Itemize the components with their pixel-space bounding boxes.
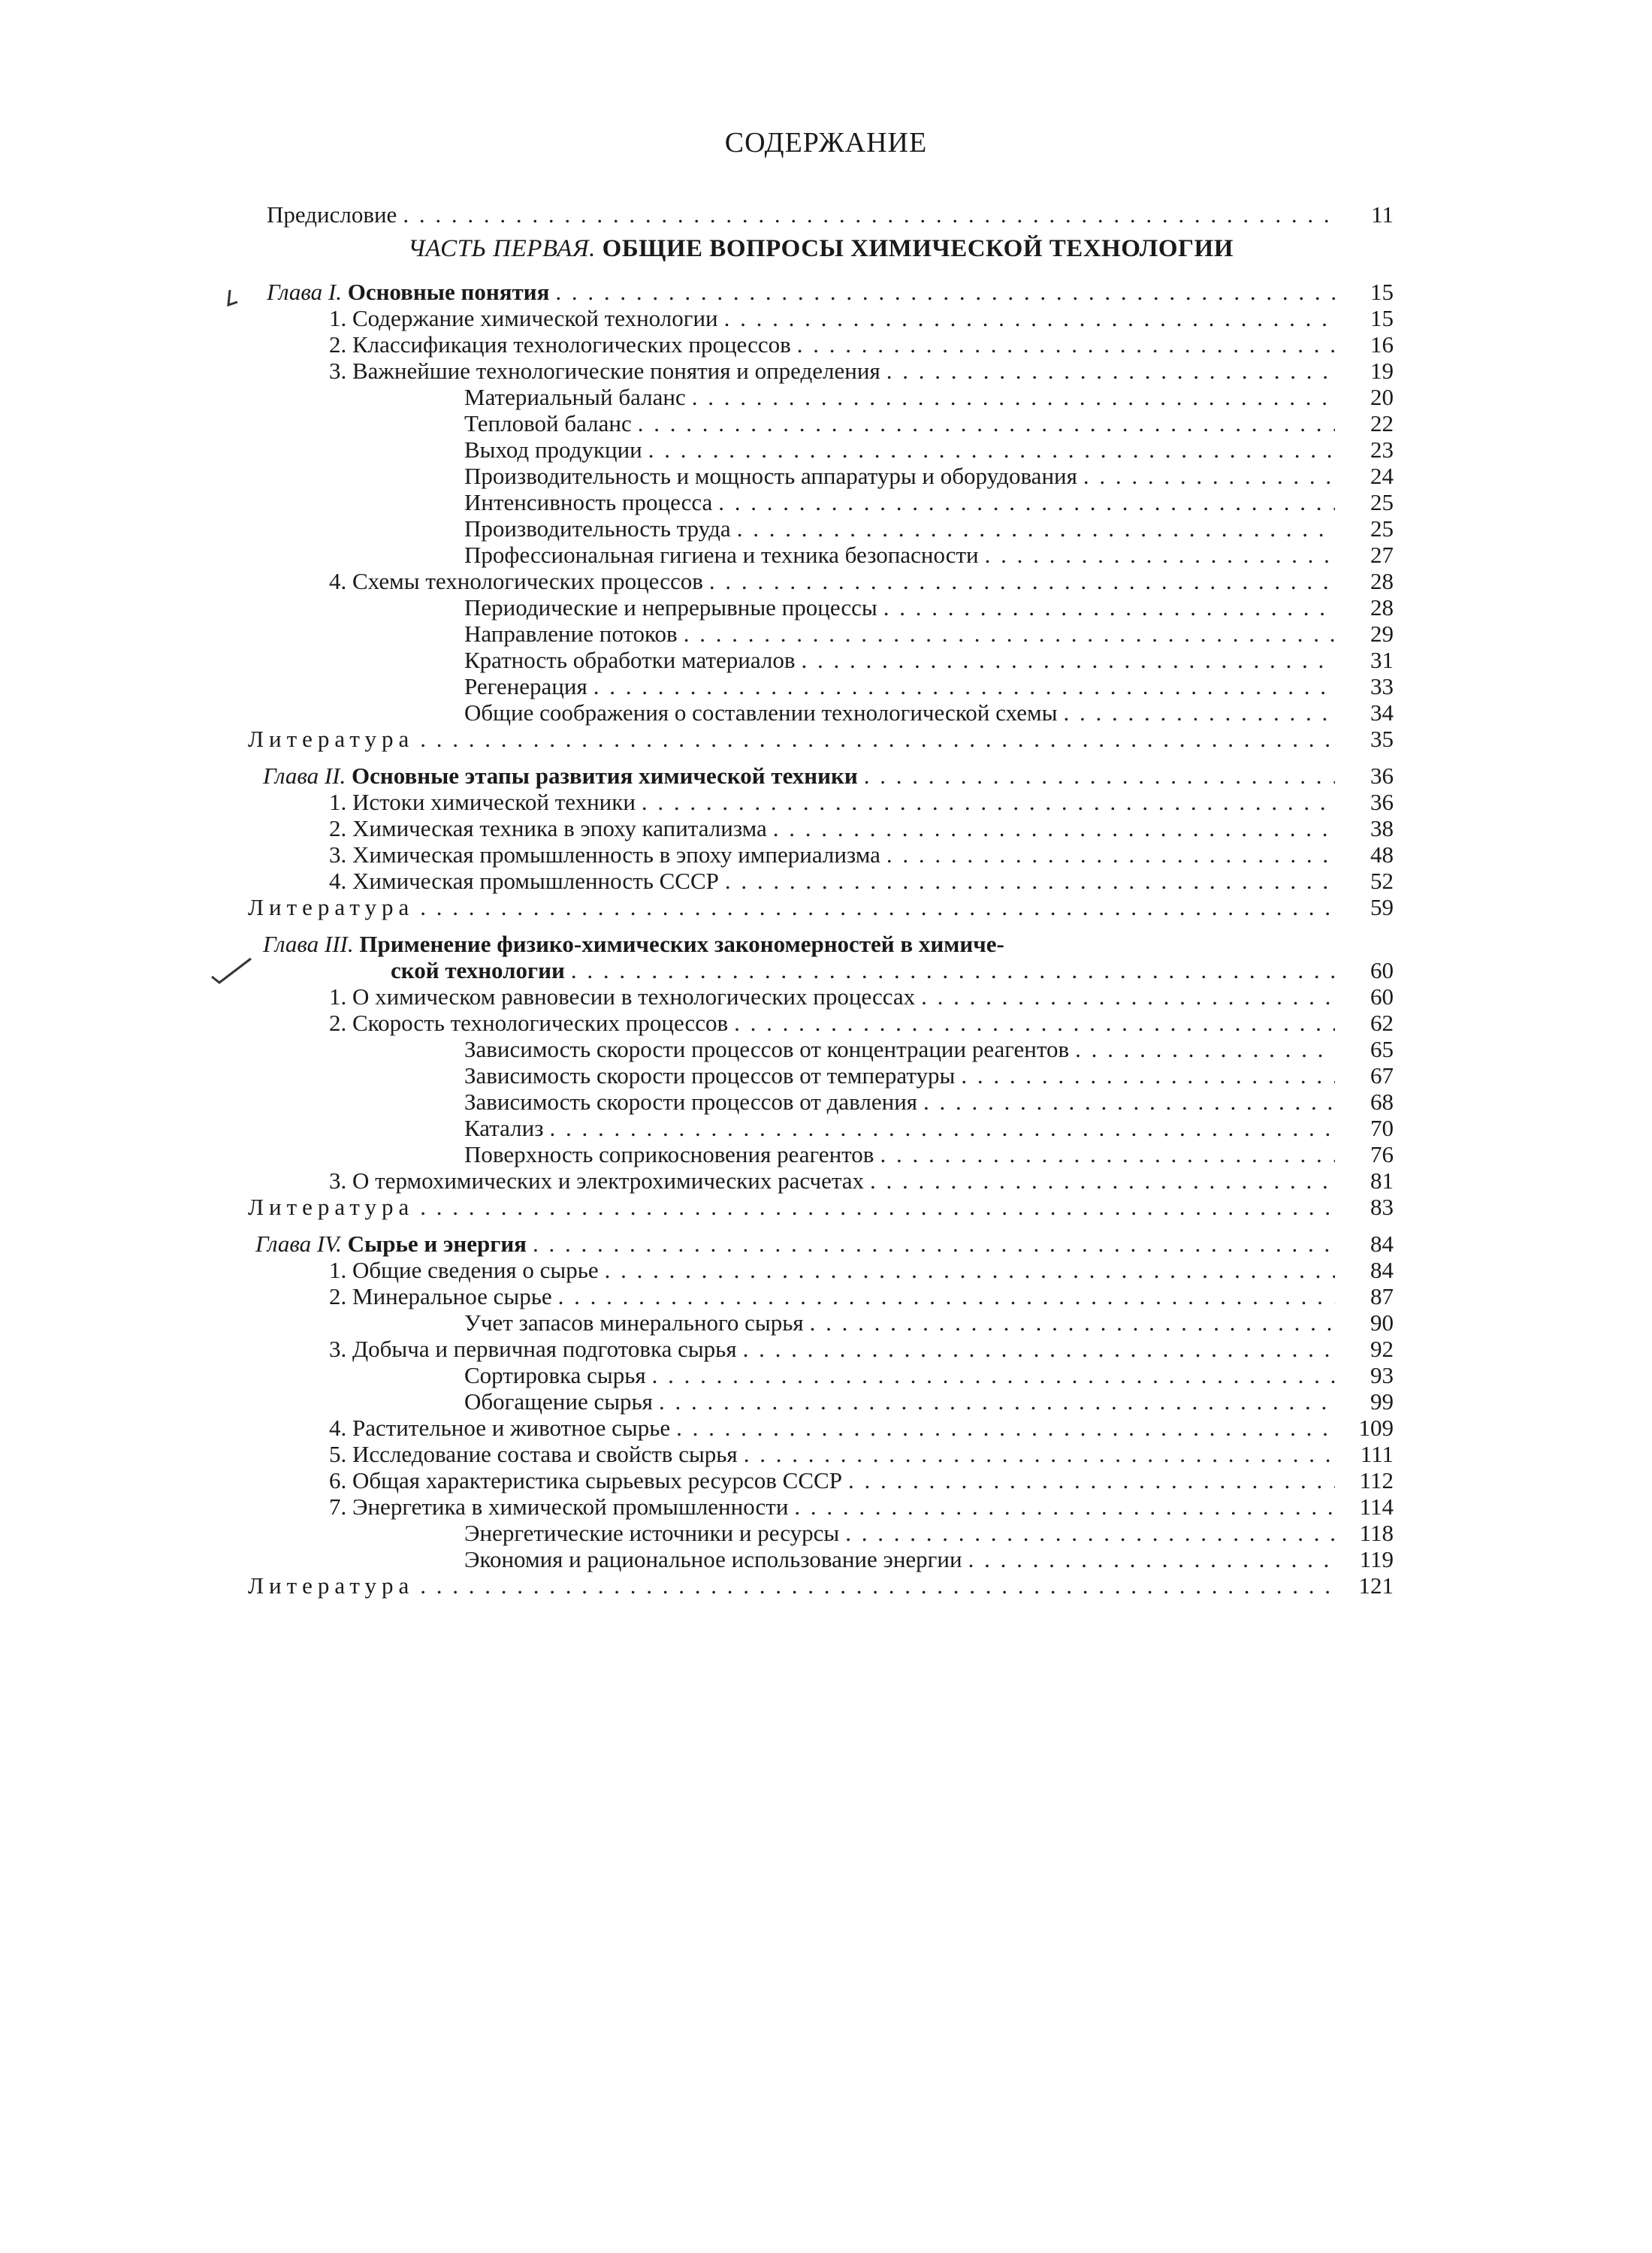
page-number: 15 [1370, 305, 1394, 331]
leader-dots [684, 621, 1335, 647]
entry-label: Предисловие [267, 201, 397, 228]
entry-label: Обогащение сырья [464, 1388, 653, 1415]
page-number: 27 [1370, 542, 1394, 568]
part-number: ЧАСТЬ ПЕРВАЯ. [408, 235, 596, 262]
toc-entry[interactable] [248, 1493, 1394, 1520]
entry-label: Зависимость скорости процессов от давления [464, 1089, 918, 1115]
leader-dots [593, 673, 1335, 699]
toc-subentry[interactable] [248, 1546, 1394, 1572]
entry-label: Энергетические источники и ресурсы [464, 1520, 840, 1546]
page-number: 59 [1370, 894, 1394, 920]
leader-dots [880, 1141, 1335, 1167]
entry-label: Кратность обработки материалов [464, 647, 796, 673]
leader-dots [985, 542, 1335, 568]
leader-dots [533, 1231, 1335, 1257]
chapter-title-cont: ской технологии [391, 957, 565, 983]
entry-label: 4. Схемы технологических процессов [329, 568, 703, 594]
entry-label: 3. Важнейшие технологические понятия и определения [329, 358, 880, 384]
entry-label: Материальный баланс [464, 384, 686, 410]
toc-subentry[interactable] [248, 1036, 1394, 1062]
toc-entry[interactable] [248, 1010, 1394, 1036]
page-number: 60 [1370, 983, 1394, 1010]
chapter-number: Глава IV. [255, 1231, 342, 1257]
toc-subentry[interactable] [248, 594, 1394, 621]
toc-subentry[interactable] [248, 1520, 1394, 1546]
page-number: 62 [1370, 1010, 1394, 1036]
toc-entry[interactable] [248, 1257, 1394, 1283]
page-number: 87 [1370, 1283, 1394, 1309]
entry-label: 2. Скорость технологических процессов [329, 1010, 729, 1036]
toc-subentry[interactable] [248, 673, 1394, 699]
page-number: 81 [1370, 1167, 1394, 1194]
leader-dots [652, 1362, 1335, 1388]
toc-entry[interactable] [248, 815, 1394, 841]
leader-dots [743, 1336, 1335, 1362]
toc-subentry[interactable] [248, 1362, 1394, 1388]
toc-entry[interactable] [248, 331, 1394, 358]
toc-entry-preface[interactable] [248, 201, 1394, 228]
toc-chapter-3[interactable] [248, 931, 1394, 957]
page-number: 93 [1370, 1362, 1394, 1388]
entry-label: Общие соображения о составлении технологической схемы [464, 699, 1058, 726]
entry-label: 3. О термохимических и электрохимических расчетах [329, 1167, 865, 1194]
entry-label: Зависимость скорости процессов от концентрации реагентов [464, 1036, 1070, 1062]
leader-dots [744, 1441, 1335, 1467]
toc-literature[interactable] [248, 1194, 1394, 1220]
entry-label: Учет запасов минерального сырья [464, 1309, 804, 1336]
toc-entry[interactable] [248, 789, 1394, 815]
toc-literature[interactable] [248, 1572, 1394, 1599]
entry-label: 3. Химическая промышленность в эпоху империализма [329, 841, 880, 868]
leader-dots [692, 384, 1335, 410]
page-number: 118 [1359, 1520, 1394, 1546]
page-number: 36 [1370, 789, 1394, 815]
entry-label: Зависимость скорости процессов от температуры [464, 1062, 956, 1089]
toc-entry[interactable] [248, 1283, 1394, 1309]
toc-entry[interactable] [248, 358, 1394, 384]
leader-dots [709, 568, 1335, 594]
entry-label: Экономия и рациональное использование энергии [464, 1546, 962, 1572]
leader-dots [638, 410, 1335, 436]
page-number: 48 [1370, 841, 1394, 868]
chapter-number: Глава II. [263, 763, 346, 789]
toc-subentry[interactable] [248, 699, 1394, 726]
leader-dots [1075, 1036, 1335, 1062]
page-number: 90 [1370, 1309, 1394, 1336]
leader-dots [810, 1309, 1335, 1336]
leader-dots [886, 358, 1335, 384]
page-number: 84 [1370, 1231, 1394, 1257]
toc-entry[interactable] [248, 1467, 1394, 1493]
chapter-title: Основные этапы развития химической техники [352, 763, 858, 789]
page-number: 15 [1370, 279, 1394, 305]
page-number: 29 [1370, 621, 1394, 647]
entry-label: Литература [248, 894, 415, 920]
page-number: 33 [1370, 673, 1394, 699]
entry-label: Тепловой баланс [464, 410, 632, 436]
leader-dots [725, 868, 1335, 894]
page-number: 38 [1370, 815, 1394, 841]
toc-subentry[interactable] [248, 1062, 1394, 1089]
leader-dots [550, 1115, 1336, 1141]
page-title: СОДЕРЖАНИЕ [724, 127, 928, 159]
page-number: 34 [1370, 699, 1394, 726]
page-number: 99 [1370, 1388, 1394, 1415]
toc-subentry[interactable] [248, 515, 1394, 542]
entry-label: Профессиональная гигиена и техника безопасности [464, 542, 979, 568]
entry-label: 2. Минеральное сырье [329, 1283, 552, 1309]
entry-label: Литература [248, 1572, 415, 1599]
page-number: 70 [1370, 1115, 1394, 1141]
entry-label: Выход продукции [464, 436, 642, 463]
pencil-mark [224, 287, 246, 317]
leader-dots [886, 841, 1335, 868]
entry-label: 2. Классификация технологических процессов [329, 331, 791, 358]
leader-dots [558, 1283, 1335, 1309]
entry-label: 4. Химическая промышленность СССР [329, 868, 719, 894]
toc-subentry[interactable] [248, 1141, 1394, 1167]
page-number: 76 [1370, 1141, 1394, 1167]
entry-label: Сортировка сырья [464, 1362, 646, 1388]
chapter-number: Глава III. [263, 931, 354, 957]
toc-entry[interactable] [248, 1415, 1394, 1441]
entry-label: 6. Общая характеристика сырьевых ресурсов СССР [329, 1467, 842, 1493]
leader-dots [718, 489, 1335, 515]
leader-dots [642, 789, 1335, 815]
page-number: 22 [1370, 410, 1394, 436]
page-number: 83 [1370, 1194, 1394, 1220]
entry-label: Периодические и непрерывные процессы [464, 594, 877, 621]
leader-dots [773, 815, 1335, 841]
entry-label: 1. О химическом равновесии в технологических процессах [329, 983, 916, 1010]
leader-dots [659, 1388, 1335, 1415]
toc-subentry[interactable] [248, 542, 1394, 568]
page-number: 84 [1370, 1257, 1394, 1283]
entry-label: Поверхность соприкосновения реагентов [464, 1141, 874, 1167]
page-number: 23 [1370, 436, 1394, 463]
toc-subentry[interactable] [248, 621, 1394, 647]
page-number: 67 [1370, 1062, 1394, 1089]
leader-dots [1083, 463, 1335, 489]
toc-subentry[interactable] [248, 410, 1394, 436]
page-number: 60 [1370, 957, 1394, 983]
entry-label: Литература [248, 726, 415, 752]
part-heading [248, 232, 1394, 265]
page-number: 20 [1370, 384, 1394, 410]
toc-entry[interactable] [248, 841, 1394, 868]
toc-entry[interactable] [248, 305, 1394, 331]
page-number: 25 [1370, 515, 1394, 542]
leader-dots [420, 1572, 1335, 1599]
entry-label: 1. Истоки химической техники [329, 789, 636, 815]
toc-subentry[interactable] [248, 463, 1394, 489]
page-number: 11 [1371, 201, 1394, 228]
part-title: ОБЩИЕ ВОПРОСЫ ХИМИЧЕСКОЙ ТЕХНОЛОГИИ [602, 235, 1234, 262]
leader-dots [420, 726, 1335, 752]
page-number: 121 [1358, 1572, 1394, 1599]
toc-subentry[interactable] [248, 1309, 1394, 1336]
toc-entry[interactable] [248, 983, 1394, 1010]
entry-label: Производительность и мощность аппаратуры и оборудования [464, 463, 1077, 489]
page-number: 65 [1370, 1036, 1394, 1062]
page-number: 31 [1370, 647, 1394, 673]
toc-entry[interactable] [248, 1167, 1394, 1194]
entry-label: 1. Общие сведения о сырье [329, 1257, 599, 1283]
leader-dots [724, 305, 1335, 331]
page-number: 68 [1370, 1089, 1394, 1115]
leader-dots [571, 957, 1335, 983]
leader-dots [420, 894, 1335, 920]
leader-dots [968, 1546, 1335, 1572]
entry-label: Направление потоков [464, 621, 678, 647]
leader-dots [648, 436, 1335, 463]
page-number: 24 [1370, 463, 1394, 489]
leader-dots [1063, 699, 1335, 726]
entry-label: 3. Добыча и первичная подготовка сырья [329, 1336, 737, 1362]
page-number: 112 [1359, 1467, 1394, 1493]
toc-literature[interactable] [248, 726, 1394, 752]
toc-literature[interactable] [248, 894, 1394, 920]
toc-subentry[interactable] [248, 1089, 1394, 1115]
page-number: 16 [1370, 331, 1394, 358]
page-number: 28 [1370, 568, 1394, 594]
entry-label: 5. Исследование состава и свойств сырья [329, 1441, 738, 1467]
pencil-checkmark [209, 954, 254, 989]
page-number: 28 [1370, 594, 1394, 621]
entry-label: 1. Содержание химической технологии [329, 305, 718, 331]
toc-subentry[interactable] [248, 1388, 1394, 1415]
toc-subentry[interactable] [248, 647, 1394, 673]
entry-label: 7. Энергетика в химической промышленности [329, 1493, 789, 1520]
toc-chapter-2[interactable] [248, 763, 1394, 789]
toc-chapter-4[interactable] [248, 1231, 1394, 1257]
page-number: 36 [1370, 763, 1394, 789]
toc-entry[interactable] [248, 1441, 1394, 1467]
leader-dots [420, 1194, 1335, 1220]
chapter-number: Глава I. [267, 279, 342, 305]
leader-dots [845, 1520, 1335, 1546]
page-number: 119 [1359, 1546, 1394, 1572]
toc-entry[interactable] [248, 1336, 1394, 1362]
toc-entry[interactable] [248, 868, 1394, 894]
leader-dots [797, 331, 1335, 358]
entry-label: Регенерация [464, 673, 587, 699]
page-number: 114 [1359, 1493, 1394, 1520]
leader-dots [870, 1167, 1335, 1194]
leader-dots [864, 763, 1335, 789]
entry-label: 4. Растительное и животное сырье [329, 1415, 671, 1441]
leader-dots [961, 1062, 1335, 1089]
leader-dots [923, 1089, 1335, 1115]
table-of-contents [248, 201, 1394, 1599]
leader-dots [676, 1415, 1335, 1441]
toc-subentry[interactable] [248, 436, 1394, 463]
toc-chapter-3-cont[interactable] [248, 957, 1394, 983]
page-number: 35 [1370, 726, 1394, 752]
leader-dots [921, 983, 1335, 1010]
entry-label: 2. Химическая техника в эпоху капитализма [329, 815, 767, 841]
leader-dots [403, 201, 1335, 228]
leader-dots [555, 279, 1335, 305]
leader-dots [737, 515, 1335, 542]
toc-entry[interactable] [248, 568, 1394, 594]
page-number: 19 [1370, 358, 1394, 384]
toc-chapter-1[interactable] [248, 279, 1394, 305]
leader-dots [801, 647, 1335, 673]
page-number: 111 [1360, 1441, 1394, 1467]
entry-label: Катализ [464, 1115, 544, 1141]
leader-dots [883, 594, 1335, 621]
page-number: 52 [1370, 868, 1394, 894]
page-number: 25 [1370, 489, 1394, 515]
entry-label: Производительность труда [464, 515, 731, 542]
chapter-title: Основные понятия [347, 279, 550, 305]
chapter-title: Применение физико-химических закономерностей в химиче- [359, 931, 1004, 957]
entry-label: Интенсивность процесса [464, 489, 713, 515]
page-number: 109 [1358, 1415, 1394, 1441]
leader-dots [734, 1010, 1335, 1036]
leader-dots [605, 1257, 1335, 1283]
leader-dots [794, 1493, 1335, 1520]
toc-subentry[interactable] [248, 489, 1394, 515]
toc-subentry[interactable] [248, 1115, 1394, 1141]
toc-subentry[interactable] [248, 384, 1394, 410]
chapter-title: Сырье и энергия [347, 1231, 527, 1257]
leader-dots [848, 1467, 1335, 1493]
entry-label: Литература [248, 1194, 415, 1220]
page-number: 92 [1370, 1336, 1394, 1362]
